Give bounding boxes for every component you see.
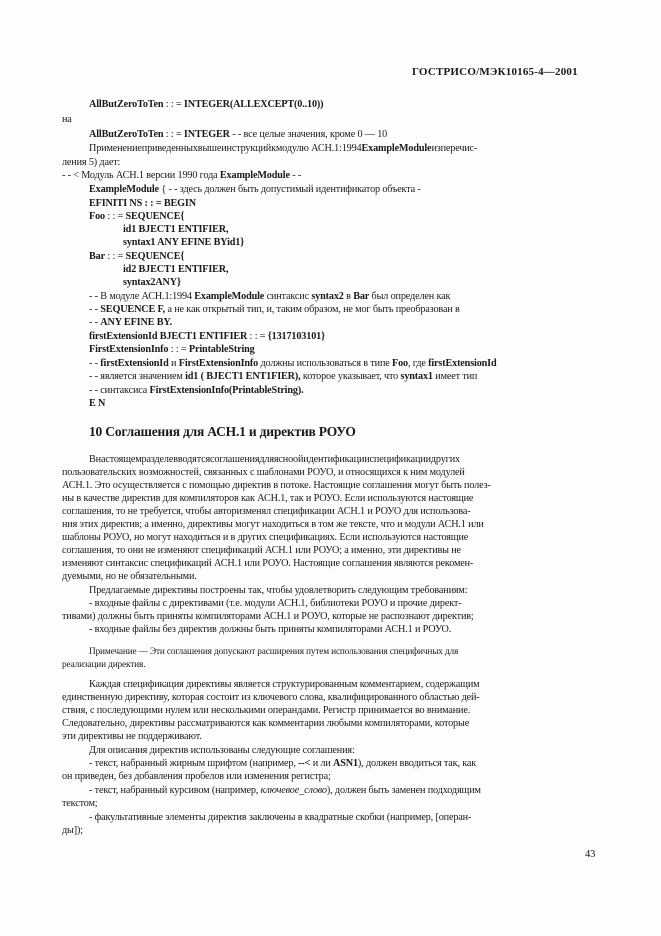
paragraph-line: ления 5) дает: bbox=[62, 157, 121, 168]
code-line: id2 BJECT1 ENTIFIER, bbox=[123, 264, 229, 275]
code-line: EFINITI NS : : = BEGIN bbox=[89, 198, 196, 209]
text-line: на bbox=[62, 114, 72, 125]
list-item: - текст, набранный жирным шрифтом (например, --< и ли ASN1), должен вводиться так, как bbox=[89, 758, 477, 769]
code-line: - - ANY EFINE BY. bbox=[89, 317, 173, 328]
paragraph-line: АСН.1. Это осуществляется с помощью директив в потоке. Настоящие соглашения могут быть полез- bbox=[62, 480, 491, 491]
paragraph-line: ствия, с последующими нулем или несколькими операндами. Регистр принимается во внимание. bbox=[62, 705, 471, 716]
paragraph-line: Следовательно, директивы рассматриваются как комментарии любыми компиляторами, которые bbox=[62, 718, 470, 729]
code-line: ExampleModule { - - здесь должен быть допустимый идентификатор объекта - bbox=[89, 184, 421, 195]
paragraph-line: Применениеприведенныхвышеинструкцийкмодулю АСН.1:1994ExampleModuleизперечис- bbox=[89, 143, 478, 154]
paragraph-line: дуемыми, но не обязательными. bbox=[62, 571, 197, 582]
code-line: E N bbox=[89, 398, 106, 409]
list-item: - входные файлы без директив должны быть приняты компиляторами АСН.1 и РОУО. bbox=[89, 624, 452, 635]
paragraph-line: пользовательских возможностей, связанных с шаблонами РОУО, и относящихся к ним модулей bbox=[62, 467, 465, 478]
code-line: FirstExtensionInfo : : = PrintableString bbox=[89, 344, 255, 355]
paragraph-line: соглашения, то они не изменяют спецификаций АСН.1 или РОУО; а именно, эти директивы не bbox=[62, 545, 461, 556]
section-title: 10 Соглашения для АСН.1 и директив РОУО bbox=[89, 424, 356, 439]
paragraph-line: ния этих директив; а именно, директивы могут находиться в том же тексте, что и модули АСН.1 или bbox=[62, 519, 484, 530]
paragraph-line: эти директивы не поддерживают. bbox=[62, 731, 202, 742]
code-line: Bar : : = SEQUENCE{ bbox=[89, 251, 185, 262]
note-line: реализации директив. bbox=[62, 660, 146, 670]
code-line: syntax1 ANY EFINE BYid1} bbox=[123, 237, 245, 248]
list-item: - входные файлы с директивами (т.е. модули АСН.1, библиотеки РОУО и прочие директ- bbox=[89, 598, 462, 609]
code-line: - - firstExtensionId и FirstExtensionInfo должны использоваться в типе Foo, где firstExtensionId bbox=[89, 358, 497, 369]
code-line: - - является значением id1 ( BJECT1 ENT1FIER), которое указывает, что syntax1 имеет тип bbox=[89, 371, 478, 382]
list-item: ды]); bbox=[62, 825, 83, 836]
note-line: Примечание — Эти соглашения допускают расширения путем использования специфичных для bbox=[89, 647, 459, 657]
list-item: тивами) должны быть приняты компиляторами АСН.1 и РОУО, которые не распознают директив; bbox=[62, 611, 474, 622]
list-item: текстом; bbox=[62, 798, 98, 809]
code-line: Foo : : = SEQUENCE{ bbox=[89, 211, 185, 222]
paragraph-line: соглашения, то не требуется, чтобы авторизменял спецификации АСН.1 и РОУО для использова- bbox=[62, 506, 471, 517]
page-number: 43 bbox=[585, 849, 596, 860]
paragraph-line: ны в качестве директив для компиляторов как АСН.1, так и РОУО. Если используются настоящие bbox=[62, 493, 474, 504]
list-item: - текст, набранный курсивом (например, ключевое_слово), должен быть заменен подходящим bbox=[89, 785, 481, 796]
paragraph-line: единственную директиву, которая состоит из ключевого слова, квалифицированного областью дей- bbox=[62, 692, 480, 703]
code-line: id1 BJECT1 ENTIFIER, bbox=[123, 224, 229, 235]
code-line: - - В модуле АСН.1:1994 ExampleModule синтаксис syntax2 в Bar был определен как bbox=[89, 291, 451, 302]
code-line: firstExtensionId BJECT1 ENTIFIER : : = {1317103101} bbox=[89, 331, 325, 342]
code-line: AllButZeroToTen : : = INTEGER - - все целые значения, кроме 0 — 10 bbox=[89, 129, 388, 140]
standard-header: ГОСТРИСО/МЭК10165-4—2001 bbox=[412, 66, 578, 78]
code-line: AllButZeroToTen : : = INTEGER(ALLEXCEPT(0..10)) bbox=[89, 99, 324, 110]
list-item: он приведен, без добавления пробелов или изменения регистра; bbox=[62, 771, 331, 782]
code-line: - - синтаксиса FirstExtensionInfo(PrintableString). bbox=[89, 385, 304, 396]
code-line: - - SEQUENCE F, а не как открытый тип, и, таким образом, не мог быть преобразован в bbox=[89, 304, 460, 315]
code-line: - - < Модуль АСН.1 версии 1990 года ExampleModule - - bbox=[62, 170, 302, 181]
paragraph-line: Каждая спецификация директивы является структурированным комментарием, содержащим bbox=[89, 679, 480, 690]
paragraph-line: Предлагаемые директивы построены так, чтобы удовлетворить следующим требованиям: bbox=[89, 585, 468, 596]
list-item: - факультативные элементы директив заключены в квадратные скобки (например, [операн- bbox=[89, 812, 472, 823]
paragraph-line: Для описания директив использованы следующие соглашения: bbox=[89, 745, 355, 756]
paragraph-line: шаблоны РОУО, но могут находиться и в других спецификациях. Если используются настоящие bbox=[62, 532, 469, 543]
code-line: syntax2ANY} bbox=[123, 277, 181, 288]
paragraph-line: Внастоящемразделевводятсясоглашениядляясноойидентификацииспецификациидругих bbox=[89, 454, 460, 465]
paragraph-line: изменяют синтаксис спецификаций АСН.1 или РОУО. Настоящие соглашения являются рекомен- bbox=[62, 558, 474, 569]
